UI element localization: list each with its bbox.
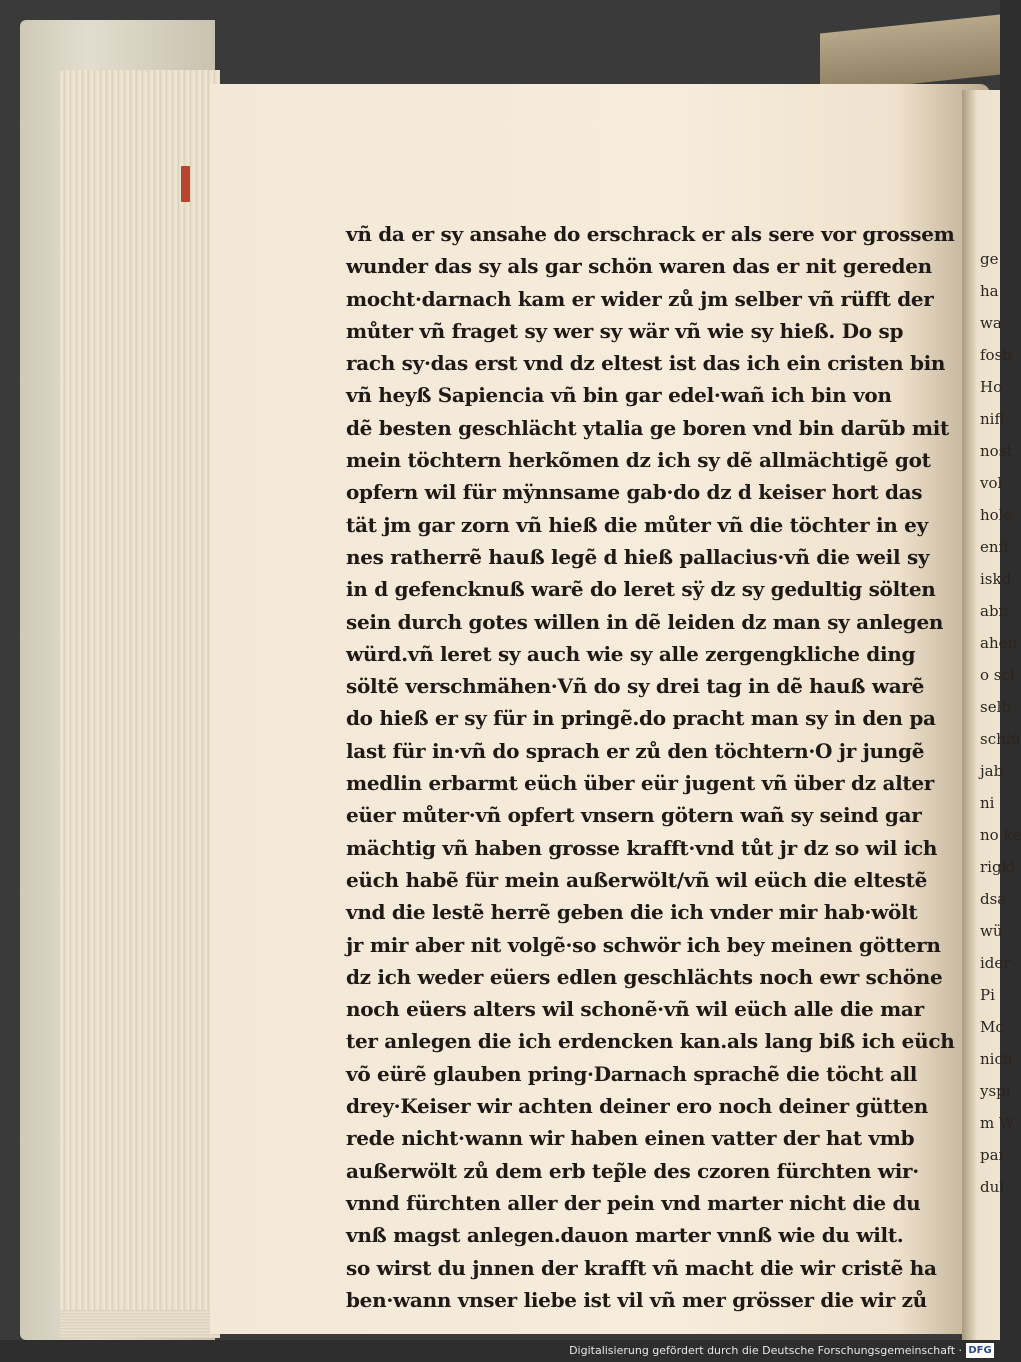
text-line: vñ heyß Sapiencia vñ bin gar edel·wañ ich bin von bbox=[346, 383, 892, 408]
facing-page-fragment: schlü bbox=[980, 730, 1021, 748]
text-line: vñ da er sy ansahe do erschrack er als sere vor grossem bbox=[346, 222, 955, 246]
text-line: mocht·darnach kam er wider zů jm selber vñ rüfft der bbox=[346, 286, 934, 311]
footer-bar bbox=[0, 1340, 1000, 1362]
facing-page-fragment: vol bbox=[980, 474, 1003, 492]
facing-page-fragment: selb bbox=[980, 698, 1011, 716]
facing-page-fragment: dsa bbox=[980, 890, 1007, 908]
facing-page-fragment: rigkl bbox=[980, 858, 1016, 876]
facing-page-fragment: hole bbox=[980, 506, 1013, 524]
facing-page-fragment: yspi bbox=[980, 1082, 1011, 1100]
text-line: võ eürẽ glauben pring·Darnach sprachẽ die töcht all bbox=[346, 1061, 918, 1086]
text-line: medlin erbarmt eüch über eür jugent vñ über dz alter bbox=[346, 771, 935, 796]
text-line: würd.vñ leret sy auch wie sy alle zergengkliche ding bbox=[346, 641, 916, 666]
facing-page-fragment: wü bbox=[980, 922, 1003, 940]
text-line: dz ich weder eüers edlen geschlächts noch ewr schöne bbox=[346, 964, 943, 989]
text-line: můter vñ fraget sy wer sy wär vñ wie sy hieß. Do sp bbox=[346, 318, 904, 343]
page-edges bbox=[60, 70, 220, 1338]
text-line: drey·Keiser wir achten deiner ero noch deiner gütten bbox=[346, 1094, 928, 1119]
text-line: so wirst du jnnen der krafft vñ macht die wir cristẽ ha bbox=[346, 1255, 937, 1280]
facing-page-fragment: pai bbox=[980, 1146, 1004, 1164]
text-line: last für in·vñ do sprach er zů den töchtern·O jr jungẽ bbox=[346, 738, 925, 763]
bookmark-tab bbox=[181, 166, 190, 202]
text-line: außerwölt zů dem erb tep̃le des czoren fürchten wir· bbox=[346, 1158, 919, 1183]
facing-page-fragment: o scl bbox=[980, 666, 1015, 684]
facing-page-fragment: ni bbox=[980, 794, 995, 812]
facing-page-fragment: Pi bbox=[980, 986, 995, 1004]
text-line: vnd die lestẽ herrẽ geben die ich vnder mir hab·wölt bbox=[346, 900, 918, 925]
facing-page-fragment: iskd bbox=[980, 570, 1012, 588]
funding-credit: Digitalisierung gefördert durch die Deutsche Forschungsgemeinschaft · bbox=[569, 1344, 962, 1357]
text-line: söltẽ verschmähen·Vñ do sy drei tag in dẽ hauß warẽ bbox=[346, 674, 925, 699]
dfg-logo: DFG bbox=[966, 1343, 994, 1358]
facing-page-fragment: ider bbox=[980, 954, 1011, 972]
text-line: ter anlegen die ich erdencken kan.als lang biß ich eüch bbox=[346, 1029, 955, 1054]
facing-page-fragment: ahen bbox=[980, 634, 1018, 652]
facing-page-fragment: ha bbox=[980, 282, 999, 300]
facing-page-fragment: wa bbox=[980, 314, 1002, 332]
book-spine bbox=[820, 15, 1000, 94]
text-line: eüch habẽ für mein außerwölt/vñ wil eüch die eltestẽ bbox=[346, 867, 928, 892]
text-line: eüer můter·vñ opfert vnsern götern wañ sy seind gar bbox=[346, 803, 922, 828]
text-line: dẽ besten geschlächt ytalia ge boren vnd bin darũb mit bbox=[346, 415, 949, 440]
text-line: rach sy·das erst vnd dz eltest ist das ich ein cristen bin bbox=[346, 351, 946, 376]
text-line: jr mir aber nit volgẽ·so schwör ich bey meinen göttern bbox=[346, 932, 941, 957]
text-column bbox=[346, 218, 955, 1316]
facing-page-fragment: enfl bbox=[980, 538, 1009, 556]
facing-page-fragment: ge bbox=[980, 250, 999, 268]
text-line: wunder das sy als gar schön waren das er nit gereden bbox=[346, 254, 932, 279]
text-line: sein durch gotes willen in dẽ leiden dz man sy anlegen bbox=[346, 609, 944, 634]
text-line: mächtig vñ haben grosse krafft·vnd tůt jr dz so wil ich bbox=[346, 835, 938, 860]
facing-page-fragment: jab bbox=[980, 762, 1004, 780]
facing-page-fragment: no ke bbox=[980, 826, 1021, 844]
facing-page-fragment: Ho bbox=[980, 378, 1003, 396]
facing-page-fragment: m W bbox=[980, 1114, 1015, 1132]
text-line: mein töchtern herkõmen dz ich sy dẽ allmächtigẽ got bbox=[346, 448, 931, 473]
facing-page-fragment: nost bbox=[980, 442, 1013, 460]
recto-page-edge bbox=[962, 90, 1021, 1340]
facing-page-fragment: dul bbox=[980, 1178, 1005, 1196]
facing-page-fragment: fosb bbox=[980, 346, 1012, 364]
text-line: nes ratherrẽ hauß legẽ d hieß pallacius·vñ die weil sy bbox=[346, 544, 930, 569]
text-line: opfern wil für mÿnnsame gab·do dz d keiser hort das bbox=[346, 480, 923, 505]
text-line: rede nicht·wann wir haben einen vatter der hat vmb bbox=[346, 1126, 915, 1151]
text-line: noch eüers alters wil schonẽ·vñ wil eüch alle die mar bbox=[346, 997, 924, 1022]
facing-page-fragment: abn bbox=[980, 602, 1009, 620]
text-line: vnnd fürchten aller der pein vnd marter nicht die du bbox=[346, 1190, 921, 1215]
text-line: ben·wann vnser liebe ist vil vñ mer grösser die wir zů bbox=[346, 1287, 927, 1312]
facing-page-fragment: nich bbox=[980, 1050, 1013, 1068]
text-line: in d gefencknuß warẽ do leret sÿ dz sy gedultig sölten bbox=[346, 577, 936, 602]
text-line: tät jm gar zorn vñ hieß die můter vñ die töchter in ey bbox=[346, 512, 928, 537]
text-line: do hieß er sy für in pringẽ.do pracht man sy in den pa bbox=[346, 706, 936, 731]
facing-page-fragment: Mc bbox=[980, 1018, 1004, 1036]
facing-page-fragment: nifl bbox=[980, 410, 1005, 428]
text-line: vnß magst anlegen.dauon marter vnnß wie du wilt. bbox=[346, 1223, 904, 1248]
